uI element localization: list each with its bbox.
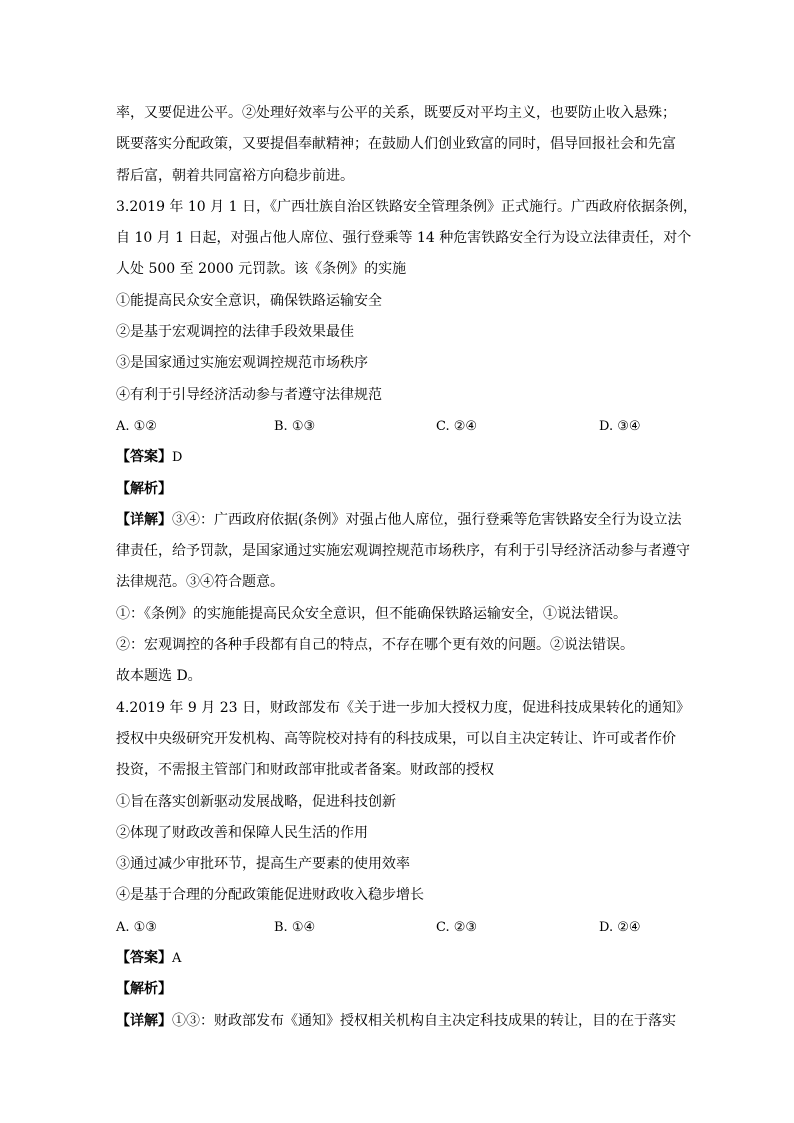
option-d: D. ②④	[599, 919, 641, 935]
answer-tag: 【答案】	[116, 449, 172, 466]
statement-item: ③通过减少审批环节，提高生产要素的使用效率	[116, 856, 410, 873]
answer-options	[116, 411, 682, 442]
statement-item: ②体现了财政改善和保障人民生活的作用	[116, 824, 368, 841]
paragraph-line: 既要落实分配政策，又要提倡奉献精神；在鼓励人们创业致富的同时，倡导回报社会和先富	[116, 136, 676, 153]
previous-answer-continuation	[116, 98, 682, 192]
question-stem-line: 3.2019 年 10 月 1 日，《广西壮族自治区铁路安全管理条例》正式施行。广西政府依据条例，	[116, 198, 697, 215]
answer-line	[116, 943, 682, 974]
detail-line	[116, 1006, 682, 1037]
option-c: C. ②③	[436, 919, 478, 935]
answer-value: A	[172, 951, 182, 967]
question-4	[116, 693, 690, 1037]
question-stem-line: 自 10 月 1 日起，对强占他人席位、强行登乘等 14 种危害铁路安全行为设立法律责任，对个	[116, 230, 692, 247]
option-a: A. ①②	[116, 418, 157, 434]
answer-line	[116, 442, 682, 473]
detail-tag: 【详解】	[116, 511, 172, 528]
analysis-tag: 【解析】	[116, 480, 172, 497]
option-d: D. ③④	[599, 418, 641, 434]
paragraph-line: 率，又要促进公平。②处理好效率与公平的关系，既要反对平均主义，也要防止收入悬殊；	[116, 105, 676, 121]
detail-text: ③④：广西政府依据(条例》对强占他人席位，强行登乘等危害铁路安全行为设立法	[172, 511, 682, 528]
statement-item: ②是基于宏观调控的法律手段效果最佳	[116, 324, 354, 341]
statement-item: ④有利于引导经济活动参与者遵守法律规范	[116, 386, 382, 403]
detail-line: 律责任，给予罚款，是国家通过实施宏观调控规范市场秩序，有利于引导经济活动参与者遵守	[116, 543, 690, 560]
statement-item: ④是基于合理的分配政策能促进财政收入稳步增长	[116, 887, 424, 904]
detail-tag: 【详解】	[116, 1012, 172, 1029]
detail-line: ②：宏观调控的各种手段都有自己的特点，不存在哪个更有效的问题。②说法错误。	[116, 637, 634, 654]
detail-line	[116, 505, 682, 536]
paragraph-line: 帮后富，朝着共同富裕方向稳步前进。	[116, 167, 354, 184]
option-b: B. ①④	[274, 919, 316, 935]
question-stem-line: 授权中央级研究开发机构、高等院校对持有的科技成果，可以自主决定转让、许可或者作价	[116, 730, 676, 747]
option-b: B. ①③	[274, 418, 316, 434]
question-3	[116, 192, 697, 693]
statement-item: ①旨在落实创新驱动发展战略，促进科技创新	[116, 793, 396, 810]
analysis-tag: 【解析】	[116, 981, 172, 998]
question-stem-line: 4.2019 年 9 月 23 日，财政部发布《关于进一步加大授权力度，促进科技成果转化的通知》	[116, 699, 690, 716]
question-stem-line: 人处 500 至 2000 元罚款。该《条例》的实施	[116, 261, 407, 278]
statement-item: ①能提高民众安全意识，确保铁路运输安全	[116, 292, 382, 309]
detail-text: ①③：财政部发布《通知》授权相关机构自主决定科技成果的转让，目的在于落实	[172, 1012, 676, 1029]
option-a: A. ①③	[116, 919, 157, 935]
document-page	[116, 98, 697, 1037]
detail-line: ①：《条例》的实施能提高民众安全意识，但不能确保铁路运输安全，①说法错误。	[116, 605, 627, 622]
detail-line: 故本题选 D。	[116, 668, 202, 685]
answer-value: D	[172, 450, 183, 466]
answer-options	[116, 912, 682, 943]
question-stem-line: 投资，不需报主管部门和财政部审批或者备案。财政部的授权	[116, 762, 494, 779]
answer-tag: 【答案】	[116, 950, 172, 967]
detail-line: 法律规范。③④符合题意。	[116, 574, 284, 591]
statement-item: ③是国家通过实施宏观调控规范市场秩序	[116, 355, 368, 372]
option-c: C. ②④	[436, 418, 478, 434]
